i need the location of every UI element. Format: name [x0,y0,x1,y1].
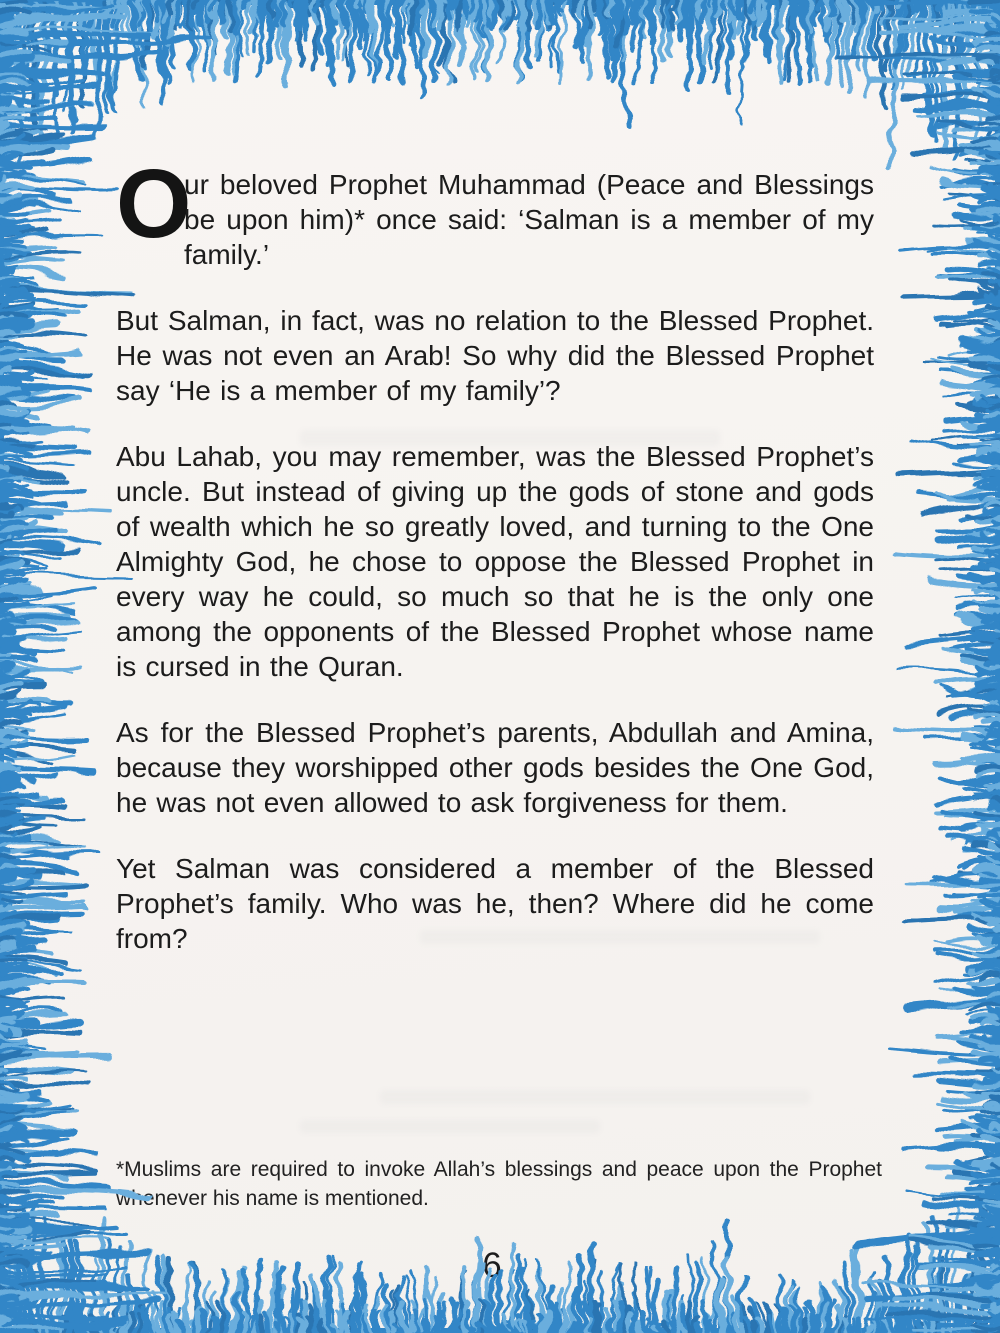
show-through-ghost [300,1120,600,1133]
paragraph-text: ur beloved Prophet Muhammad (Peace and Blessings be upon him)* once said: ‘Salman is a member of my family.’ [184,169,874,270]
paragraph [116,149,874,272]
paragraph: But Salman, in fact, was no relation to the Blessed Prophet. He was not even an Arab! So why did the Blessed Prophet say ‘He is a member of my family’? [116,305,874,406]
paragraph: Yet Salman was considered a member of the Blessed Prophet’s family. Who was he, then? Where did he come from? [116,853,874,954]
drop-cap: O [116,149,187,258]
page-number: 6 [482,1246,502,1285]
footnote: *Muslims are required to invoke Allah’s blessings and peace upon the Prophet whenever his name is mentioned. [116,1158,882,1210]
paragraph: As for the Blessed Prophet’s parents, Abdullah and Amina, because they worshipped other gods besides the One God, he was not even allowed to ask forgiveness for them. [116,717,874,818]
page-body-text [116,149,874,987]
show-through-ghost [380,1090,810,1104]
paragraph: Abu Lahab, you may remember, was the Blessed Prophet’s uncle. But instead of giving up the gods of stone and gods of wealth which he so greatly loved, and turning to the One Almighty God, he chose to oppose the Blessed Prophet in every way he could, so much so that he is the only one among the opponents of the Blessed Prophet whose name is cursed in the Quran. [116,441,874,682]
